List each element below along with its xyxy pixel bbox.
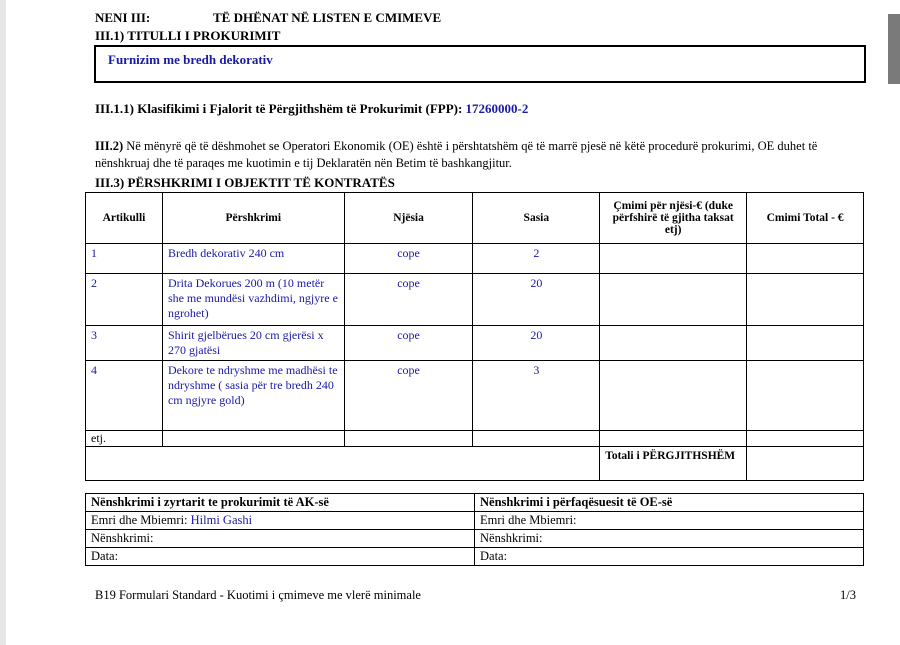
row-number: 2 xyxy=(86,274,163,326)
oe-date-field[interactable]: Data: xyxy=(475,548,864,566)
row-total-price-cell[interactable] xyxy=(747,244,864,274)
col-header-unit-price: Çmimi për njësi-€ (duke përfshirë të gjitha taksat etj) xyxy=(600,193,747,244)
row-description: Shirit gjelbërues 20 cm gjerësi x 270 gjatësi xyxy=(162,326,344,361)
contract-object-title: III.3) PËRSHKRIMI I OBJEKTIT TË KONTRATËS xyxy=(95,175,395,190)
row-unit-price-cell[interactable] xyxy=(600,361,747,431)
eligibility-paragraph xyxy=(95,138,865,172)
table-row xyxy=(86,244,864,274)
col-header-quantity: Sasia xyxy=(473,193,600,244)
signature-table xyxy=(85,493,864,566)
row-number: 4 xyxy=(86,361,163,431)
row-description: Bredh dekorativ 240 cm xyxy=(162,244,344,274)
classification-line xyxy=(95,101,528,117)
row-quantity: 20 xyxy=(473,326,600,361)
row-quantity: 2 xyxy=(473,244,600,274)
grand-total-label: Totali i PËRGJITHSHËM xyxy=(600,447,747,481)
procurement-title-value: Furnizim me bredh dekorativ xyxy=(108,52,273,67)
classification-label: III.1.1) Klasifikimi i Fjalorit të Përgjithshëm të Prokurimit (FPP): xyxy=(95,101,463,116)
oe-signature-field[interactable]: Nënshkrimi: xyxy=(475,530,864,548)
total-row xyxy=(86,447,864,481)
table-header-row xyxy=(86,193,864,244)
ak-name-field[interactable]: Emri dhe Mbiemri: Hilmi Gashi xyxy=(86,512,475,530)
oe-signature-header: Nënshkrimi i përfaqësuesit të OE-së xyxy=(475,494,864,512)
row-unit: cope xyxy=(344,326,473,361)
row-unit-price-cell[interactable] xyxy=(600,326,747,361)
section-title: TË DHËNAT NË LISTEN E CMIMEVE xyxy=(213,10,442,25)
paragraph-text: Në mënyrë që të dëshmohet se Operatori Ekonomik (OE) është i përshtatshëm që të marrë pjesë në këtë procedurë prokurimi, OE duhet të nënshkruaj dhe të paraqes me kuotimin e tij Deklaratën nën Betim të bashkangjitur. xyxy=(95,139,818,170)
subsection-title: III.1) TITULLI I PROKURIMIT xyxy=(95,28,281,43)
paragraph-label: III.2) xyxy=(95,139,124,153)
row-unit: cope xyxy=(344,361,473,431)
oe-name-field[interactable]: Emri dhe Mbiemri: xyxy=(475,512,864,530)
table-row xyxy=(86,274,864,326)
ak-signature-field[interactable]: Nënshkrimi: xyxy=(86,530,475,548)
table-row-etc xyxy=(86,431,864,447)
name-row xyxy=(86,512,864,530)
grand-total-cell[interactable] xyxy=(747,447,864,481)
row-description: Drita Dekorues 200 m (10 metër she me mundësi vazhdimi, ngjyre e ngrohet) xyxy=(162,274,344,326)
ak-signature-header: Nënshkrimi i zyrtarit te prokurimit të AK-së xyxy=(86,494,475,512)
row-unit-price-cell[interactable] xyxy=(600,274,747,326)
row-unit-price-cell[interactable] xyxy=(600,244,747,274)
row-unit: cope xyxy=(344,244,473,274)
table-row xyxy=(86,361,864,431)
ak-name-value: Hilmi Gashi xyxy=(190,513,253,527)
date-row xyxy=(86,548,864,566)
section-header xyxy=(95,10,441,26)
row-number: 3 xyxy=(86,326,163,361)
row-total-price-cell[interactable] xyxy=(747,274,864,326)
signature-row xyxy=(86,530,864,548)
row-description: Dekore te ndryshme me madhësi te ndryshme ( sasia për tre bredh 240 cm ngjyre gold) xyxy=(162,361,344,431)
scrollbar-thumb[interactable] xyxy=(888,14,900,84)
signature-header-row xyxy=(86,494,864,512)
col-header-unit: Njësia xyxy=(344,193,473,244)
col-header-total-price: Cmimi Total - € xyxy=(747,193,864,244)
etc-label: etj. xyxy=(86,431,163,447)
row-quantity: 3 xyxy=(473,361,600,431)
procurement-title-box xyxy=(94,45,866,83)
row-quantity: 20 xyxy=(473,274,600,326)
col-header-article: Artikulli xyxy=(86,193,163,244)
col-header-description: Përshkrimi xyxy=(162,193,344,244)
row-total-price-cell[interactable] xyxy=(747,361,864,431)
table-row xyxy=(86,326,864,361)
ak-date-field[interactable]: Data: xyxy=(86,548,475,566)
section-number: NENI III: xyxy=(95,10,151,25)
page-number: 1/3 xyxy=(840,588,856,602)
classification-code: 17260000-2 xyxy=(465,101,529,116)
price-list-table xyxy=(85,192,864,481)
row-number: 1 xyxy=(86,244,163,274)
row-total-price-cell[interactable] xyxy=(747,326,864,361)
row-unit: cope xyxy=(344,274,473,326)
page-footer: B19 Formulari Standard - Kuotimi i çmimeve me vlerë minimale xyxy=(95,588,421,602)
